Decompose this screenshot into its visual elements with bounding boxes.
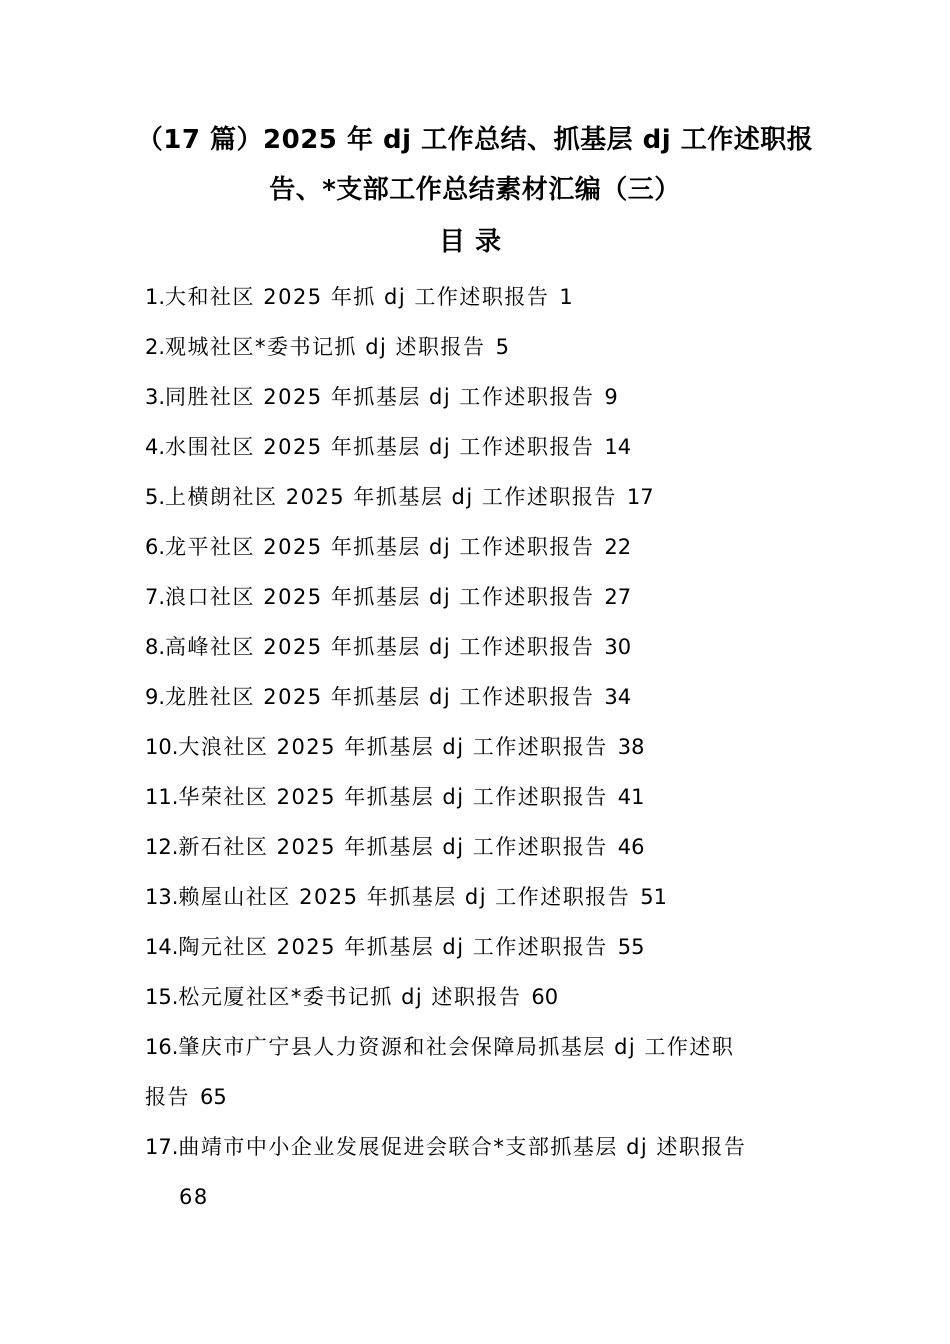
toc-entry-title: 龙平社区 2025 年抓基层 dj 工作述职报告 [165, 535, 595, 559]
toc-entry-title: 观城社区*委书记抓 dj 述职报告 [165, 335, 486, 359]
toc-entry[interactable] [145, 272, 825, 322]
toc-entry-title: 水围社区 2025 年抓基层 dj 工作述职报告 [165, 435, 595, 459]
toc-entry-page: 14 [604, 435, 632, 459]
toc-entry-title: 肇庆市广宁县人力资源和社会保障局抓基层 dj 工作述职 [178, 1035, 735, 1059]
toc-entry-title: 新石社区 2025 年抓基层 dj 工作述职报告 [178, 835, 608, 859]
table-of-contents [145, 272, 825, 1222]
toc-entry-page: 9 [604, 385, 618, 409]
toc-entry[interactable] [145, 522, 825, 572]
toc-entry-title: 曲靖市中小企业发展促进会联合*支部抓基层 dj 述职报告 [178, 1135, 747, 1159]
toc-entry[interactable] [145, 472, 825, 522]
toc-entry[interactable] [145, 572, 825, 622]
toc-entry-title: 上横朗社区 2025 年抓基层 dj 工作述职报告 [165, 485, 617, 509]
toc-entry-title: 大和社区 2025 年抓 dj 工作述职报告 [165, 285, 550, 309]
toc-entry[interactable] [145, 772, 825, 822]
toc-entry-title: 浪口社区 2025 年抓基层 dj 工作述职报告 [165, 585, 595, 609]
toc-entry-title: 陶元社区 2025 年抓基层 dj 工作述职报告 [178, 935, 608, 959]
toc-entry[interactable] [145, 422, 825, 472]
toc-entry[interactable] [145, 322, 825, 372]
toc-heading: 目录 [438, 227, 511, 257]
toc-entry[interactable] [145, 1122, 825, 1222]
toc-entry-page: 46 [617, 835, 645, 859]
toc-entry-number: 12. [145, 835, 179, 859]
toc-entry-title: 龙胜社区 2025 年抓基层 dj 工作述职报告 [165, 685, 595, 709]
toc-entry-page: 27 [604, 585, 632, 609]
toc-entry-page: 60 [531, 985, 559, 1009]
toc-entry-title: 高峰社区 2025 年抓基层 dj 工作述职报告 [165, 635, 595, 659]
toc-entry-title: 同胜社区 2025 年抓基层 dj 工作述职报告 [165, 385, 595, 409]
toc-entry-page: 22 [604, 535, 632, 559]
toc-entry-number: 6. [145, 535, 166, 559]
toc-entry[interactable] [145, 622, 825, 672]
toc-entry[interactable] [145, 872, 825, 922]
toc-entry-page: 17 [626, 485, 654, 509]
document-title-line-1: （17 篇）2025 年 dj 工作总结、抓基层 dj 工作述职报 [136, 125, 814, 155]
toc-entry-number: 13. [145, 885, 179, 909]
toc-entry-number: 9. [145, 685, 166, 709]
toc-entry-number: 4. [145, 435, 166, 459]
toc-entry-number: 1. [145, 285, 166, 309]
toc-entry-number: 8. [145, 635, 166, 659]
toc-entry-title: 华荣社区 2025 年抓基层 dj 工作述职报告 [178, 785, 608, 809]
toc-entry[interactable] [145, 922, 825, 972]
toc-entry-number: 3. [145, 385, 166, 409]
toc-entry[interactable] [145, 822, 825, 872]
toc-entry[interactable] [145, 972, 825, 1022]
toc-entry-page: 1 [559, 285, 573, 309]
toc-entry-page: 34 [604, 685, 632, 709]
toc-entry-page: 68 [179, 1185, 209, 1209]
toc-entry-title: 赖屋山社区 2025 年抓基层 dj 工作述职报告 [178, 885, 631, 909]
toc-entry-number: 16. [145, 1035, 179, 1059]
toc-entry-page: 65 [200, 1085, 227, 1109]
toc-entry-page: 5 [495, 335, 509, 359]
toc-entry-page: 38 [617, 735, 645, 759]
toc-entry-number: 15. [145, 985, 179, 1009]
toc-entry-number: 5. [145, 485, 166, 509]
toc-entry-title: 松元厦社区*委书记抓 dj 述职报告 [178, 985, 522, 1009]
toc-entry-page: 55 [617, 935, 645, 959]
toc-entry-number: 11. [145, 785, 179, 809]
toc-entry-number: 7. [145, 585, 166, 609]
toc-entry[interactable] [145, 372, 825, 422]
toc-entry[interactable] [145, 672, 825, 722]
toc-entry-title-continued: 报告 [145, 1085, 190, 1109]
toc-entry-page: 51 [640, 885, 667, 909]
toc-entry[interactable] [145, 1022, 825, 1122]
toc-entry-number: 2. [145, 335, 166, 359]
toc-entry-number: 14. [145, 935, 179, 959]
toc-entry-title: 大浪社区 2025 年抓基层 dj 工作述职报告 [178, 735, 608, 759]
toc-entry-page: 41 [617, 785, 645, 809]
document-title-line-2: 告、*支部工作总结素材汇编（三） [269, 175, 681, 205]
toc-entry-page: 30 [604, 635, 632, 659]
toc-entry-number: 17. [145, 1135, 179, 1159]
toc-entry[interactable] [145, 722, 825, 772]
toc-entry-number: 10. [145, 735, 179, 759]
